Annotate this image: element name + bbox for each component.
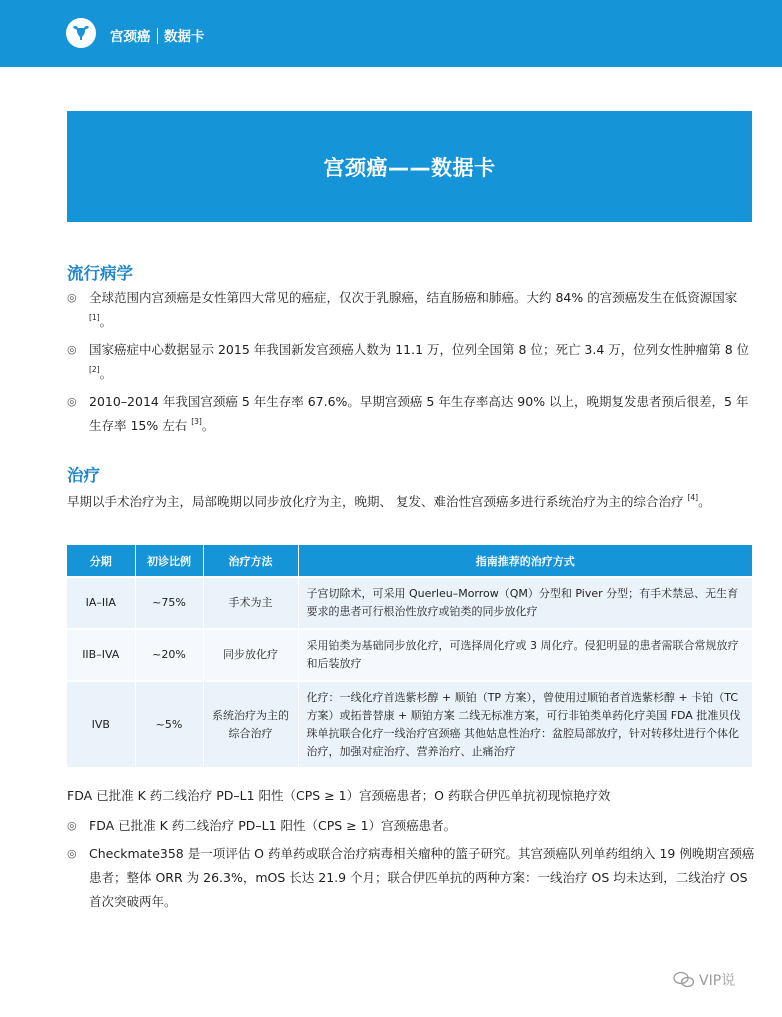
cell-stage: IIB–IVA xyxy=(67,629,135,681)
cell-recommendation: 子宫切除术，可采用 Querleu–Morrow（QM）分型和 Piver 分型；有手术禁忌、无生育要求的患者可行根治性放疗或铂类的同步放化疗 xyxy=(298,577,752,629)
column-header-method: 治疗方法 xyxy=(203,545,298,577)
header-brand-secondary: 数据卡 xyxy=(164,29,205,45)
cell-method: 同步放化疗 xyxy=(203,629,298,681)
uterus-logo-icon xyxy=(66,18,96,48)
cell-recommendation: 采用铂类为基础同步放化疗，可选择周化疗或 3 周化疗。侵犯明显的患者需联合常规放疗和后装放疗 xyxy=(298,629,752,681)
column-header-stage: 分期 xyxy=(67,545,135,577)
bullet-icon: ◎ xyxy=(67,291,77,304)
list-item-text: 国家癌症中心数据显示 2015 年我国新发宫颈癌人数为 11.1 万，位列全国第 8 位；死亡 3.4 万，位列女性肿瘤第 8 位 xyxy=(89,342,750,357)
column-header-recommendation: 指南推荐的治疗方式 xyxy=(298,545,752,577)
reference-mark: [1] xyxy=(89,313,100,322)
page-title: 宫颈癌——数据卡 xyxy=(67,111,752,222)
bullet-icon: ◎ xyxy=(67,847,77,860)
header-divider xyxy=(157,28,159,44)
epidemiology-heading: 流行病学 xyxy=(67,264,133,283)
fda-list xyxy=(67,814,757,918)
treatment-table xyxy=(67,545,752,767)
fda-summary: FDA 已批准 K 药二线治疗 PD–L1 阳性（CPS ≥ 1）宫颈癌患者；O 药联合伊匹单抗初现惊艳疗效 xyxy=(67,788,611,803)
header-brand-primary: 宫颈癌 xyxy=(110,29,151,45)
bullet-icon: ◎ xyxy=(67,343,77,356)
cell-stage: IVB xyxy=(67,681,135,767)
list-item-tail: 。 xyxy=(99,366,113,381)
list-item-text: Checkmate358 是一项评估 O 药单药或联合治疗病毒相关瘤种的篮子研究。其宫颈癌队列单药组纳入 19 例晚期宫颈癌患者；整体 ORR 为 26.3%，mOS 长达 21.9 个月；联合伊匹单抗的两种方案：一线治疗 OS 均未达到，二线治疗 OS 首次突破两年。 xyxy=(89,846,755,909)
bullet-icon: ◎ xyxy=(67,395,77,408)
list-item-text: FDA 已批准 K 药二线治疗 PD–L1 阳性（CPS ≥ 1）宫颈癌患者。 xyxy=(89,818,457,833)
reference-mark: [4] xyxy=(687,493,699,502)
list-item xyxy=(67,390,757,438)
list-item-tail: 。 xyxy=(99,314,113,329)
cell-method: 系统治疗为主的综合治疗 xyxy=(203,681,298,767)
bullet-icon: ◎ xyxy=(67,819,77,832)
list-item xyxy=(67,286,757,334)
cell-ratio: ~75% xyxy=(135,577,203,629)
epidemiology-list xyxy=(67,286,757,442)
header-bar xyxy=(0,0,782,67)
reference-mark: [3] xyxy=(191,417,202,426)
header-brand xyxy=(110,25,205,45)
list-item-text: 全球范围内宫颈癌是女性第四大常见的癌症，仅次于乳腺癌，结直肠癌和肺癌。大约 84% 的宫颈癌发生在低资源国家 xyxy=(89,290,738,305)
cell-recommendation: 化疗：一线化疗首选紫杉醇 + 顺铂（TP 方案），曾使用过顺铂者首选紫杉醇 + 卡铂（TC 方案）或拓普替康 + 顺铂方案 二线无标准方案，可行非铂类单药化疗美国 FDA 批准贝伐珠单抗联合化疗一线治疗宫颈癌 其他姑息性治疗：盆腔局部放疗，针对转移灶进行个体化治疗，加强对症治疗、营养治疗、止痛治疗 xyxy=(298,681,752,767)
watermark-text: VIP说 xyxy=(699,973,736,989)
column-header-ratio: 初诊比例 xyxy=(135,545,203,577)
table-header-row xyxy=(67,545,752,577)
wechat-icon xyxy=(673,971,695,989)
cell-ratio: ~20% xyxy=(135,629,203,681)
cell-stage: IA–IIA xyxy=(67,577,135,629)
watermark xyxy=(673,970,735,990)
list-item xyxy=(67,814,757,838)
table-row xyxy=(67,629,752,681)
table-row xyxy=(67,681,752,767)
treatment-intro xyxy=(67,490,757,514)
treatment-heading: 治疗 xyxy=(67,466,100,485)
table-row xyxy=(67,577,752,629)
treatment-intro-text: 早期以手术治疗为主，局部晚期以同步放化疗为主，晚期、 复发、难治性宫颈癌多进行系统治疗为主的综合治疗 xyxy=(67,494,684,509)
treatment-intro-tail: 。 xyxy=(698,494,711,509)
list-item xyxy=(67,842,757,914)
reference-mark: [2] xyxy=(89,365,100,374)
cell-method: 手术为主 xyxy=(203,577,298,629)
list-item-tail: 。 xyxy=(201,418,215,433)
list-item xyxy=(67,338,757,386)
list-item-text: 2010–2014 年我国宫颈癌 5 年生存率 67.6%。早期宫颈癌 5 年生存率高达 90% 以上，晚期复发患者预后很差，5 年生存率 15% 左右 xyxy=(89,394,749,433)
cell-ratio: ~5% xyxy=(135,681,203,767)
